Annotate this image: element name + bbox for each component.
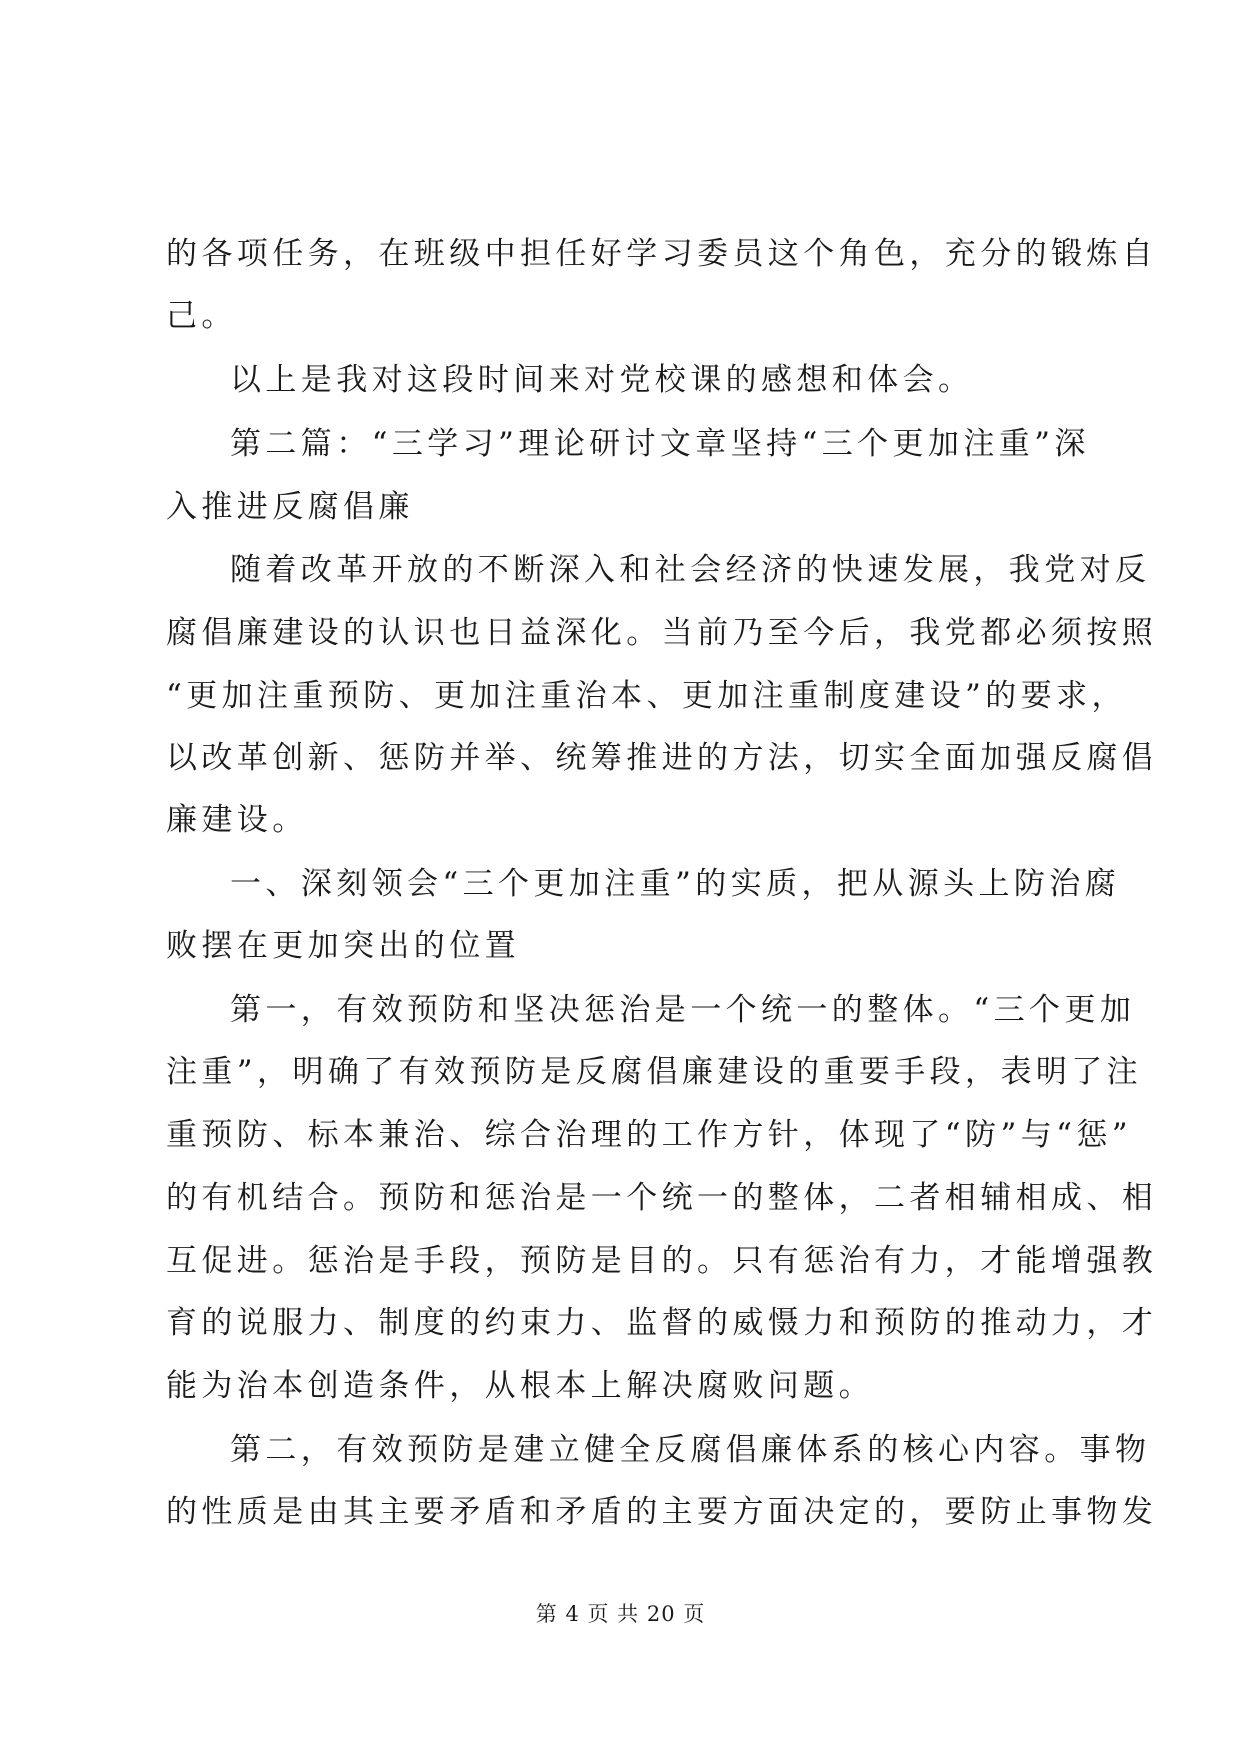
text-line: 的性质是由其主要矛盾和矛盾的主要方面决定的，要防止事物发 — [166, 1494, 1158, 1530]
text-line: 第一，有效预防和坚决惩治是一个统一的整体。“三个更加 — [230, 992, 1136, 1028]
text-line: 己。 — [166, 298, 237, 334]
text-line: 腐倡廉建设的认识也日益深化。当前乃至今后，我党都必须按照 — [166, 615, 1158, 651]
page-number-footer: 第 4 页 共 20 页 — [535, 1602, 706, 1626]
text-line: 第二，有效预防是建立健全反腐倡廉体系的核心内容。事物 — [230, 1432, 1151, 1468]
text-line: 以改革创新、惩防并举、统筹推进的方法，切实全面加强反腐倡 — [166, 740, 1158, 776]
text-line: 能为治本创造条件，从根本上解决腐败问题。 — [166, 1368, 874, 1404]
text-line: 的各项任务，在班级中担任好学习委员这个角色，充分的锻炼自 — [166, 236, 1158, 272]
text-line: 廉建设。 — [166, 802, 308, 838]
text-line: 入推进反腐倡廉 — [166, 489, 414, 525]
text-line: 注重”，明确了有效预防是反腐倡廉建设的重要手段，表明了注 — [166, 1054, 1143, 1090]
text-line: 的有机结合。预防和惩治是一个统一的整体，二者相辅相成、相 — [166, 1180, 1158, 1216]
text-line: 败摆在更加突出的位置 — [166, 928, 520, 964]
text-line: 一、深刻领会“三个更加注重”的实质，把从源头上防治腐 — [230, 866, 1121, 902]
text-line: “更加注重预防、更加注重治本、更加注重制度建设”的要求， — [166, 678, 1127, 714]
text-line: 育的说服力、制度的约束力、监督的威慑力和预防的推动力，才 — [166, 1305, 1158, 1341]
text-line: 随着改革开放的不断深入和社会经济的快速发展，我党对反 — [230, 552, 1151, 588]
text-line: 互促进。惩治是手段，预防是目的。只有惩治有力，才能增强教 — [166, 1243, 1158, 1279]
text-line: 以上是我对这段时间来对党校课的感想和体会。 — [230, 362, 974, 398]
text-line: 重预防、标本兼治、综合治理的工作方针，体现了“防”与“惩” — [166, 1117, 1132, 1153]
text-line: 第二篇：“三学习”理论研讨文章坚持“三个更加注重”深 — [230, 426, 1090, 462]
